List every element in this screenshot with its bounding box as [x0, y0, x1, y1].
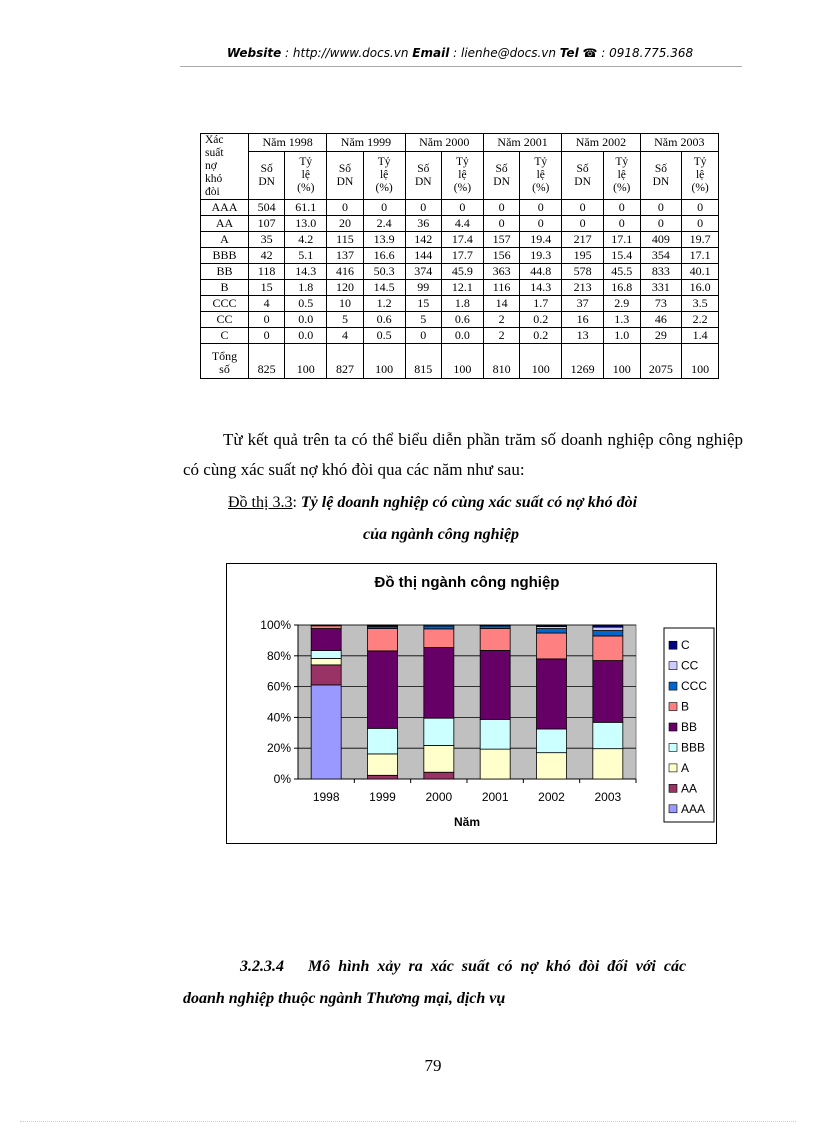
ratio-subheader — [363, 152, 405, 200]
legend-swatch-bbb — [669, 743, 677, 751]
email-label: Email — [412, 46, 450, 60]
bar-segment-aa — [424, 772, 454, 779]
table-cell: 374 — [405, 264, 441, 280]
legend-swatch-ccc — [669, 682, 677, 690]
bar-segment-bb — [480, 650, 510, 719]
table-cell: 363 — [483, 264, 519, 280]
year-header: Năm 1998 — [249, 134, 327, 152]
table-cell: 0.5 — [285, 296, 327, 312]
table-cell: 213 — [562, 280, 604, 296]
cell-line: số — [219, 362, 230, 376]
table-cell: 1.2 — [363, 296, 405, 312]
table-cell: 1.3 — [603, 312, 640, 328]
bar-segment-bb — [593, 661, 623, 723]
row-label: CCC — [201, 296, 249, 312]
legend-swatch-b — [669, 703, 677, 711]
table-cell: 19.3 — [520, 248, 562, 264]
table-cell: 827 — [327, 344, 363, 379]
cell-line: Tổng — [211, 349, 238, 363]
table-cell: 1.0 — [603, 328, 640, 344]
table-cell: 116 — [483, 280, 519, 296]
body-paragraph — [183, 425, 743, 485]
table-cell: 2075 — [640, 344, 682, 379]
table-cell: 45.5 — [603, 264, 640, 280]
table-cell: 0 — [603, 200, 640, 216]
cell-line: Số — [338, 162, 352, 175]
table-cell: 409 — [640, 232, 682, 248]
cell-line: (%) — [613, 182, 631, 195]
table-cell: 100 — [441, 344, 483, 379]
table-cell: 46 — [640, 312, 682, 328]
table-cell: 815 — [405, 344, 441, 379]
ratio-subheader — [603, 152, 640, 200]
bar-segment-cc — [593, 627, 623, 630]
table-cell: 45.9 — [441, 264, 483, 280]
paragraph-text: Từ kết quả trên ta có thể biểu diễn phần trăm số doanh nghiệp công nghiệp có cùng xác suất nợ khó đòi qua các năm như sau: — [183, 430, 743, 479]
table-cell: 0 — [520, 200, 562, 216]
table-cell: 50.3 — [363, 264, 405, 280]
caption-label: Đồ thị 3.3 — [228, 494, 293, 511]
year-header: Năm 2000 — [405, 134, 483, 152]
table-cell: 2.2 — [682, 312, 719, 328]
cell-line: Số — [260, 162, 273, 175]
email-value: : lienhe@docs.vn — [449, 46, 560, 60]
year-header: Năm 1999 — [327, 134, 405, 152]
section-number: 3.2.3.4 — [240, 958, 284, 975]
table-row — [201, 248, 719, 264]
table-cell: 0 — [562, 216, 604, 232]
legend-label: B — [681, 699, 690, 714]
legend-label: BBB — [681, 740, 706, 755]
table-row — [201, 216, 719, 232]
table-cell: 14.5 — [363, 280, 405, 296]
table-cell: 15 — [249, 280, 285, 296]
table-row — [201, 200, 719, 216]
bar-segment-a — [311, 658, 341, 664]
table-row — [201, 280, 719, 296]
table-cell: 0 — [603, 216, 640, 232]
cell-line: DN — [652, 175, 670, 188]
legend-swatch-aaa — [669, 805, 677, 813]
cell-line: (%) — [453, 182, 472, 195]
legend-swatch-a — [669, 764, 677, 772]
cell-line: nợ — [205, 160, 217, 172]
y-tick-label: 60% — [266, 679, 291, 694]
website-label: Website — [226, 46, 282, 60]
legend-label: CC — [681, 658, 699, 673]
cell-line: Số — [654, 162, 667, 175]
bar-segment-b — [480, 628, 510, 650]
section-title-line2: doanh nghiệp thuộc ngành Thương mại, dịch vụ — [183, 990, 506, 1007]
table-cell: 107 — [249, 216, 285, 232]
bar-segment-a — [424, 745, 454, 772]
table-cell: 0 — [363, 200, 405, 216]
table-cell: 0.5 — [363, 328, 405, 344]
count-subheader — [405, 152, 441, 200]
table-corner-header — [201, 134, 249, 200]
table-cell: 142 — [405, 232, 441, 248]
cell-line: Tỷ — [299, 156, 313, 169]
page-number: 79 — [424, 1056, 442, 1075]
table-cell: 100 — [285, 344, 327, 379]
table-cell: 14 — [483, 296, 519, 312]
year-header: Năm 2003 — [640, 134, 718, 152]
table-cell: 0 — [562, 200, 604, 216]
bar-segment-aaa — [311, 685, 341, 779]
legend-swatch-c — [669, 641, 677, 649]
x-tick-label: 2001 — [481, 790, 509, 804]
bar-segment-ccc — [593, 631, 623, 636]
chart-title: Đồ thị ngành công nghiệp — [374, 574, 560, 591]
bar-segment-c — [593, 625, 623, 627]
count-subheader — [562, 152, 604, 200]
bar-segment-bb — [368, 651, 398, 728]
table-cell: 120 — [327, 280, 363, 296]
row-label: AA — [201, 216, 249, 232]
table-cell: 42 — [249, 248, 285, 264]
table-cell: 4 — [327, 328, 363, 344]
cell-line: (%) — [691, 182, 709, 195]
x-tick-label: 2003 — [594, 790, 622, 804]
cell-line: Số — [417, 162, 430, 175]
y-tick-label: 80% — [266, 648, 291, 663]
table-cell: 16.8 — [603, 280, 640, 296]
table-cell: 17.7 — [441, 248, 483, 264]
bar-segment-a — [368, 754, 398, 775]
bar-segment-bbb — [311, 651, 341, 659]
cell-line: lệ — [617, 169, 626, 182]
table-cell: 0 — [483, 200, 519, 216]
cell-line: lệ — [458, 169, 467, 182]
bad-debt-table — [200, 133, 719, 379]
cell-line: Tỷ — [456, 156, 469, 169]
table-cell: 0.6 — [441, 312, 483, 328]
bar-segment-a — [537, 753, 567, 779]
table-cell: 0.0 — [285, 312, 327, 328]
table-cell: 3.5 — [682, 296, 719, 312]
legend-swatch-bb — [669, 723, 677, 731]
cell-line: khó — [205, 173, 223, 185]
table-cell: 14.3 — [520, 280, 562, 296]
table-cell: 0 — [640, 216, 682, 232]
table-cell: 17.1 — [603, 232, 640, 248]
legend-label: BB — [681, 720, 698, 734]
table-row — [201, 264, 719, 280]
table-cell: 115 — [327, 232, 363, 248]
table-row — [201, 296, 719, 312]
row-label: CC — [201, 312, 249, 328]
cell-line: suất — [205, 147, 224, 159]
cell-line: (%) — [375, 182, 393, 195]
ratio-subheader — [441, 152, 483, 200]
table-cell: 504 — [249, 200, 285, 216]
bar-segment-aa — [311, 665, 341, 685]
table-cell: 0 — [483, 216, 519, 232]
table-cell: 99 — [405, 280, 441, 296]
total-label — [201, 344, 249, 379]
cell-line: DN — [574, 175, 591, 188]
cell-line: đòi — [205, 186, 220, 198]
plot-area — [298, 625, 636, 779]
row-label: A — [201, 232, 249, 248]
table-cell: 0 — [405, 328, 441, 344]
y-tick-label: 100% — [260, 618, 291, 632]
bar-segment-a — [480, 749, 510, 779]
y-tick-label: 20% — [266, 741, 291, 756]
cell-line: DN — [336, 175, 354, 188]
table-cell: 156 — [483, 248, 519, 264]
bar-segment-bbb — [593, 722, 623, 748]
bar-segment-b — [311, 626, 341, 629]
bar-segment-b — [368, 629, 398, 651]
legend-label: A — [681, 760, 690, 775]
table-cell: 100 — [363, 344, 405, 379]
table-cell: 40.1 — [682, 264, 719, 280]
cell-line: Tỷ — [377, 156, 391, 169]
table-row — [201, 232, 719, 248]
table-cell: 5 — [327, 312, 363, 328]
bar-segment-bbb — [424, 718, 454, 745]
row-label: C — [201, 328, 249, 344]
caption-title-line1: Tỷ lệ doanh nghiệp có cùng xác suất có nợ khó đòi — [300, 494, 638, 511]
count-subheader — [327, 152, 363, 200]
count-subheader — [640, 152, 682, 200]
cell-line: Tỷ — [693, 156, 707, 169]
header-divider — [180, 66, 742, 67]
cell-line: Tỷ — [534, 156, 548, 169]
legend-label: AA — [681, 781, 698, 796]
cell-line: (%) — [532, 182, 550, 195]
caption-title-line2: của ngành công nghiệp — [363, 526, 520, 543]
table-cell: 0.2 — [520, 312, 562, 328]
table-cell: 0.6 — [363, 312, 405, 328]
table-cell: 19.4 — [520, 232, 562, 248]
section-heading-line1 — [240, 958, 686, 976]
table-cell: 331 — [640, 280, 682, 296]
table-cell: 1.8 — [441, 296, 483, 312]
table-cell: 16 — [562, 312, 604, 328]
table-cell: 354 — [640, 248, 682, 264]
table-cell: 10 — [327, 296, 363, 312]
table-cell: 0 — [249, 312, 285, 328]
y-tick-label: 40% — [266, 710, 291, 725]
table-cell: 4.2 — [285, 232, 327, 248]
cell-line: Số — [576, 162, 589, 175]
table-cell: 4.4 — [441, 216, 483, 232]
table-cell: 833 — [640, 264, 682, 280]
bar-segment-bbb — [480, 719, 510, 749]
cell-line: Số — [495, 162, 508, 175]
x-tick-label: 2000 — [425, 790, 453, 804]
table-cell: 217 — [562, 232, 604, 248]
cell-line: DN — [258, 175, 275, 188]
table-cell: 0 — [441, 200, 483, 216]
table-cell: 44.8 — [520, 264, 562, 280]
legend-swatch-cc — [669, 662, 677, 670]
table-cell: 17.1 — [682, 248, 719, 264]
table-cell: 100 — [682, 344, 719, 379]
x-axis-title: Năm — [453, 815, 481, 829]
count-subheader — [483, 152, 519, 200]
bar-segment-c — [537, 625, 567, 627]
table-cell: 61.1 — [285, 200, 327, 216]
table-cell: 36 — [405, 216, 441, 232]
bar-segment-aa — [368, 775, 398, 779]
table-cell: 810 — [483, 344, 519, 379]
table-cell: 0 — [520, 216, 562, 232]
bar-segment-c — [480, 625, 510, 626]
bar-segment-bb — [537, 659, 567, 729]
figure-caption — [228, 494, 637, 512]
table-cell: 0 — [682, 216, 719, 232]
bar-segment-cc — [424, 625, 454, 626]
table-cell: 73 — [640, 296, 682, 312]
table-cell: 195 — [562, 248, 604, 264]
ratio-subheader — [520, 152, 562, 200]
table-cell: 13.0 — [285, 216, 327, 232]
table-cell: 144 — [405, 248, 441, 264]
bar-segment-c — [368, 625, 398, 626]
table-cell: 1.8 — [285, 280, 327, 296]
table-cell: 2 — [483, 312, 519, 328]
ratio-subheader — [285, 152, 327, 200]
cell-line: Xác — [205, 134, 224, 146]
table-cell: 15.4 — [603, 248, 640, 264]
bar-segment-b — [593, 636, 623, 661]
table-cell: 100 — [603, 344, 640, 379]
table-cell: 13 — [562, 328, 604, 344]
footer-divider — [20, 1121, 796, 1122]
legend-label: AAA — [681, 801, 706, 816]
bar-segment-bb — [424, 647, 454, 718]
table-cell: 2.9 — [603, 296, 640, 312]
ratio-subheader — [682, 152, 719, 200]
count-subheader — [249, 152, 285, 200]
table-cell: 2 — [483, 328, 519, 344]
table-cell: 0.0 — [441, 328, 483, 344]
table-cell: 1269 — [562, 344, 604, 379]
cell-line: lệ — [301, 169, 310, 182]
row-label: AAA — [201, 200, 249, 216]
table-cell: 4 — [249, 296, 285, 312]
table-cell: 35 — [249, 232, 285, 248]
year-header: Năm 2001 — [483, 134, 561, 152]
table-cell: 29 — [640, 328, 682, 344]
table-cell: 19.7 — [682, 232, 719, 248]
x-tick-label: 2002 — [538, 790, 565, 804]
cell-line: Tỷ — [615, 156, 629, 169]
caption-colon: : — [292, 494, 301, 511]
website-value: : http://www.docs.vn — [281, 46, 413, 60]
table-cell: 578 — [562, 264, 604, 280]
table-row — [201, 328, 719, 344]
cell-line: lệ — [695, 169, 705, 182]
legend-label: C — [681, 638, 690, 653]
table-cell: 16.6 — [363, 248, 405, 264]
table-cell: 5.1 — [285, 248, 327, 264]
table-row — [201, 312, 719, 328]
table-cell: 118 — [249, 264, 285, 280]
cell-line: DN — [414, 175, 432, 188]
cell-line: DN — [493, 175, 510, 188]
table-cell: 416 — [327, 264, 363, 280]
cell-line: (%) — [297, 182, 315, 195]
row-label: BB — [201, 264, 249, 280]
table-cell: 1.4 — [682, 328, 719, 344]
chart-svg — [227, 564, 718, 845]
table-cell: 2.4 — [363, 216, 405, 232]
year-header: Năm 2002 — [562, 134, 640, 152]
bar-segment-bb — [311, 629, 341, 651]
row-label: B — [201, 280, 249, 296]
table-cell: 0 — [640, 200, 682, 216]
table-cell: 0.2 — [520, 328, 562, 344]
table-cell: 37 — [562, 296, 604, 312]
stacked-bar-chart — [226, 563, 717, 844]
section-title-line1: Mô hình xảy ra xác suất có nợ khó đòi đối với các — [308, 958, 687, 975]
table-cell: 17.4 — [441, 232, 483, 248]
table-cell: 15 — [405, 296, 441, 312]
total-row — [201, 344, 719, 379]
x-tick-label: 1998 — [312, 790, 340, 804]
bar-segment-ccc — [424, 626, 454, 629]
table-cell: 100 — [520, 344, 562, 379]
table-cell: 0 — [249, 328, 285, 344]
table-cell: 1.7 — [520, 296, 562, 312]
bar-segment-ccc — [311, 625, 341, 626]
bar-segment-a — [593, 749, 623, 779]
table-cell: 5 — [405, 312, 441, 328]
bar-segment-bbb — [368, 728, 398, 754]
table-cell: 13.9 — [363, 232, 405, 248]
tel-label: Tel — [559, 46, 579, 60]
x-tick-label: 1999 — [369, 790, 396, 804]
page-header — [180, 46, 740, 60]
table-cell: 0 — [327, 200, 363, 216]
table-cell: 16.0 — [682, 280, 719, 296]
bar-segment-bbb — [537, 729, 567, 753]
cell-line: lệ — [536, 169, 545, 182]
table-cell: 157 — [483, 232, 519, 248]
row-label: BBB — [201, 248, 249, 264]
legend-swatch-aa — [669, 784, 677, 792]
table-cell: 137 — [327, 248, 363, 264]
legend-label: CCC — [681, 679, 707, 694]
bar-segment-ccc — [537, 629, 567, 633]
table-cell: 825 — [249, 344, 285, 379]
table-cell: 12.1 — [441, 280, 483, 296]
tel-value: ☎ : 0918.775.368 — [578, 46, 694, 60]
bar-segment-b — [424, 629, 454, 648]
y-tick-label: 0% — [273, 772, 291, 786]
table-cell: 0 — [405, 200, 441, 216]
cell-line: lệ — [379, 169, 389, 182]
table-cell: 20 — [327, 216, 363, 232]
table-cell: 14.3 — [285, 264, 327, 280]
table-cell: 0 — [682, 200, 719, 216]
table-cell: 0.0 — [285, 328, 327, 344]
bar-segment-b — [537, 633, 567, 659]
